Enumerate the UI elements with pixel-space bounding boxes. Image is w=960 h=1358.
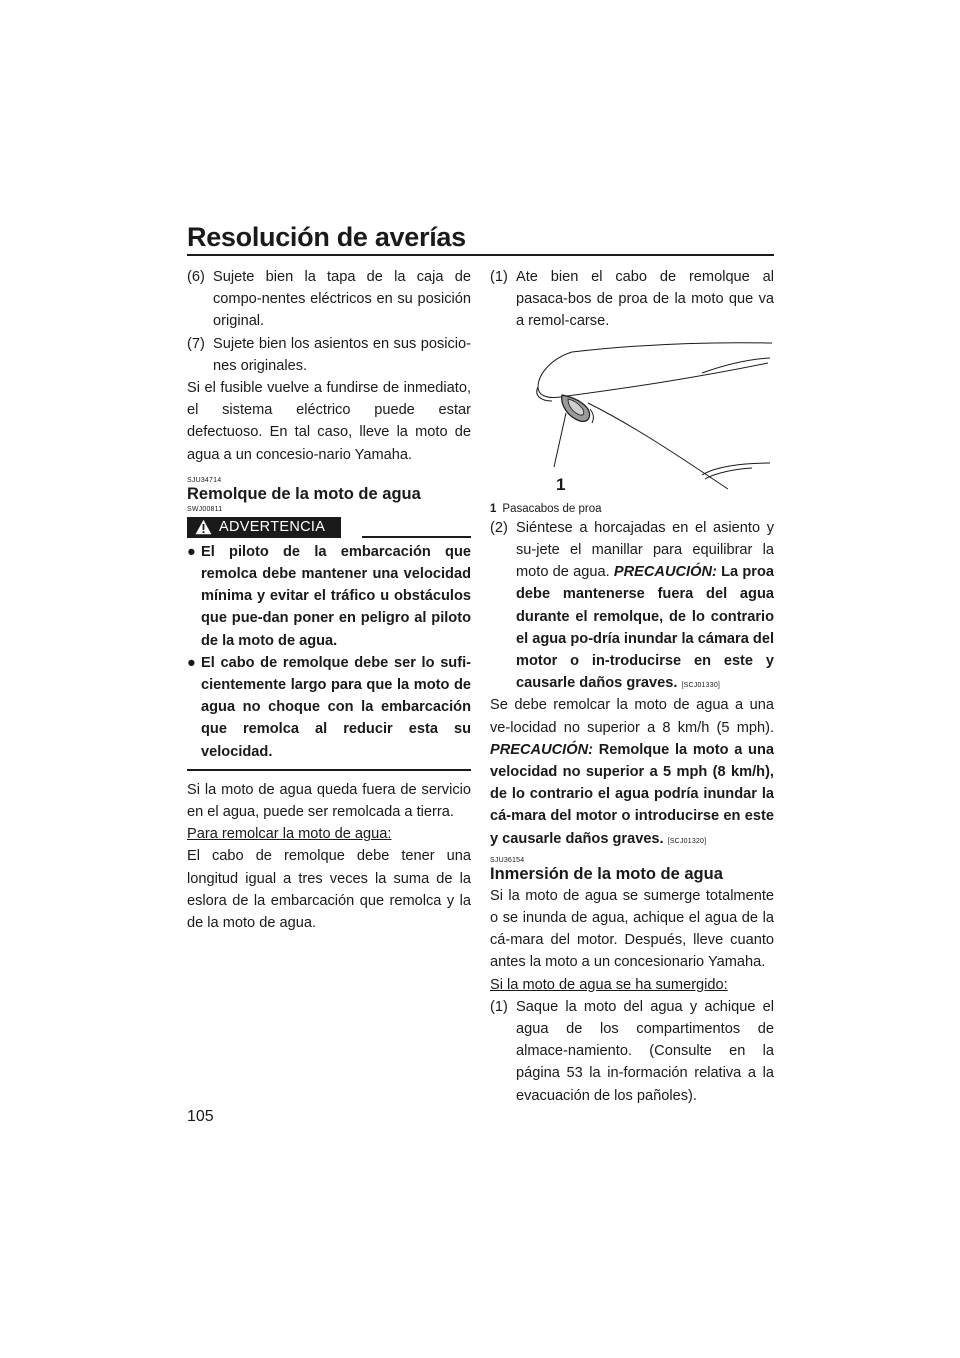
submerge-paragraph: Si la moto de agua se sumerge totalmente o se inunda de agua, achique el agua de la cá-mara del motor. Después, lleve cuanto antes la moto a un concesionario Yamaha. [490, 887, 774, 971]
bullet-icon: ● [187, 543, 196, 560]
submerge-step-1 [490, 996, 774, 1107]
right-column [490, 266, 774, 1107]
warning-triangle-icon [195, 519, 212, 535]
warning-code: SWJ00811 [187, 505, 223, 513]
warning-item-text: El piloto de la embarcación que remolca debe mantener una velocidad mínima y evitar el tráfico u obstáculos que pue-dan poner en peligro al piloto de la moto de agua. [201, 543, 471, 649]
speed-paragraph [490, 694, 774, 849]
speed-text: Se debe remolcar la moto de agua a una ve-locidad no superior a 8 km/h (5 mph). [490, 697, 774, 736]
step-text: Siéntese a horcajadas en el asiento y su-jete el manillar para equilibrar la moto de agua. [516, 519, 774, 581]
figure-callout-label: 1 [556, 475, 566, 494]
section-code: SJU36154 [490, 856, 525, 864]
section-title-submersion: Inmersión de la moto de agua [490, 864, 723, 883]
warning-header [187, 515, 471, 539]
caution-label: PRECAUCIÓN: [490, 741, 593, 758]
caption-number: 1 [490, 502, 497, 515]
step-number: (2) [490, 519, 508, 536]
step-1 [490, 266, 774, 333]
page-number: 105 [187, 1108, 214, 1125]
title-rule [187, 254, 774, 256]
step-text: Sujete bien los asientos en sus posicio-nes originales. [213, 335, 471, 374]
step-number: (1) [490, 269, 508, 285]
warning-item [187, 541, 471, 652]
step-6 [187, 266, 471, 333]
step-number: (1) [490, 998, 508, 1015]
submerge-subheading: Si la moto de agua se ha sumergido: [490, 976, 728, 993]
caution-code: [SCJ01320] [667, 837, 707, 845]
warning-item [187, 652, 471, 763]
tow-subheading: Para remolcar la moto de agua: [187, 826, 392, 843]
caution-text: La proa debe mantenerse fuera del agua durante el remolque, de lo contrario el agua po-dría inundar la cámara del motor o in-troducirse en este y causarle daños graves. [516, 564, 774, 692]
step-text: Sujete bien la tapa de la caja de compo-nentes eléctricos en su posición original. [213, 269, 471, 330]
bullet-icon: ● [187, 654, 196, 671]
caution-code: [SCJ01330] [681, 682, 721, 690]
fuse-paragraph: Si el fusible vuelve a fundirse de inmediato, el sistema eléctrico puede estar defectuoso. En tal caso, lleve la moto de agua a un concesio-nario Yamaha. [187, 380, 471, 463]
step-text: Ate bien el cabo de remolque al pasaca-bos de proa de la moto que va a remol-carse. [516, 269, 774, 330]
step-7 [187, 333, 471, 377]
bow-eye-illustration [490, 339, 774, 494]
tow-paragraph: El cabo de remolque debe tener una longitud igual a tres veces la suma de la eslora de la embarcación que remolca y la de la moto de agua. [187, 848, 471, 932]
warning-label: ADVERTENCIA [219, 518, 326, 535]
out-of-service-paragraph: Si la moto de agua queda fuera de servicio en el agua, puede ser remolcada a tierra. [187, 781, 471, 821]
section-title-towing: Remolque de la moto de agua [187, 484, 421, 503]
step-2 [490, 517, 774, 695]
page-title: Resolución de averías [187, 222, 466, 252]
warning-box [187, 541, 471, 771]
figure-caption [490, 501, 774, 517]
warning-badge [187, 517, 341, 538]
caption-text: Pasacabos de proa [502, 502, 602, 515]
step-number: (7) [187, 335, 205, 352]
section-code: SJU34714 [187, 476, 222, 484]
warning-item-text: El cabo de remolque debe ser lo sufi-cientemente largo para que la moto de agua no choque con la embarcación que remolca al reducir esta su velocidad. [201, 654, 471, 760]
left-column [187, 266, 471, 934]
warning-rule [362, 536, 471, 538]
caution-text: Remolque la moto a una velocidad no superior a 5 mph (8 km/h), de lo contrario el agua podría inundar la cá-mara del motor o introducirse en este y causarle daños graves. [490, 741, 774, 847]
step-number: (6) [187, 269, 205, 285]
step-text: Saque la moto del agua y achique el agua de los compartimentos de almace-namiento. (Consulte en la página 53 la in-formación relativa a la evacuación de los pañoles). [516, 998, 774, 1104]
caution-label: PRECAUCIÓN: [613, 564, 717, 581]
